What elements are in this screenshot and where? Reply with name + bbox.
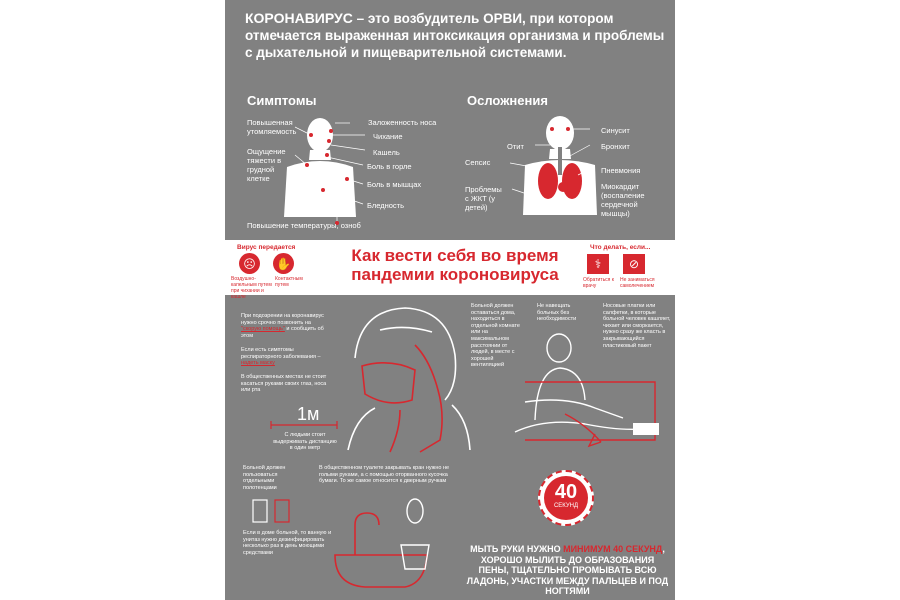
symptoms-title: Симптомы	[247, 93, 317, 108]
towels-icon	[251, 498, 295, 528]
complication-label: Миокардит (воспаление сердечной мышцы)	[601, 182, 645, 218]
banner-title: Как вести себя во время пандемии короновируса	[351, 246, 559, 284]
symptom-label: Боль в мышцах	[367, 180, 422, 189]
complication-label: Синусит	[601, 126, 630, 135]
badge-inner	[544, 476, 588, 520]
virus-transmission-heading: Вирус передается	[237, 244, 296, 251]
left-lung-icon	[538, 163, 558, 199]
complication-label: Бронхит	[601, 142, 630, 151]
wash-text-a: МЫТЬ РУКИ НУЖНО	[470, 544, 564, 554]
no-self-treatment-caption: Не заниматься самолечением	[620, 277, 655, 289]
towels-text: Больной должен пользоваться отдельными полотенцами	[243, 465, 286, 491]
ambulance-highlight: "скорую помощь"	[241, 326, 285, 333]
intro-keyword: КОРОНАВИРУС	[245, 10, 353, 26]
symptom-label: Боль в горле	[367, 162, 412, 171]
no-visits-text: Не навещать больных без необходимости	[537, 303, 577, 323]
what-to-do-heading: Что делать, если...	[590, 244, 651, 251]
symptom-label: Чихание	[373, 132, 403, 141]
faucet-icon	[355, 513, 379, 555]
call-ambulance-text-b: и сообщить об этом	[241, 326, 324, 339]
distance-arrow-icon	[270, 420, 338, 430]
symptom-label: Кашель	[373, 148, 400, 157]
complications-title: Осложнения	[467, 93, 548, 108]
complication-label: Проблемы с ЖКТ (у детей)	[465, 185, 502, 212]
intro-text: – это возбудитель ОРВИ, при котором отмечается выраженная интоксикация организма и проблемы с дыхательной и пищеварительной системами.	[245, 11, 665, 60]
doctor-icon: ⚕	[587, 254, 609, 274]
right-lung-icon	[562, 163, 582, 199]
tissues-text: Носовые платки или салфетки, в которые больной человек кашляет, чихает или сморкается, нужно сразу же класть в закрывающийся пластиковый пакет	[603, 303, 671, 349]
symptom-label: Бледность	[367, 201, 405, 210]
no-touch-face-text: В общественных местах не стоит касаться руками своих глаз, носа или рта	[241, 374, 327, 394]
hand-wash-instructions	[465, 544, 670, 597]
contact-caption: Контактным путем	[275, 276, 303, 288]
symptom-label: Повышенная утомляемость	[247, 118, 297, 136]
wear-mask-text	[241, 347, 327, 367]
complication-label: Сепсис	[465, 158, 491, 167]
bathtub-icon	[335, 555, 427, 587]
distance-caption: С людьми стоит выдерживать дистанцию в один метр	[273, 432, 337, 452]
face-mask-illustration	[330, 300, 485, 455]
badge-unit: СЕКУНД	[553, 503, 579, 509]
sneezing-person-icon: ☹	[239, 253, 260, 274]
public-toilet-text: В общественном туалете закрывать кран нужно не голыми руками, а с помощью оторванного кусочка бумаги. То же самое относится к дверным ручкам	[319, 465, 450, 485]
intro-paragraph	[245, 10, 665, 61]
wash-highlight: МИНИМУМ 40 СЕКУНД	[563, 544, 663, 554]
disinfect-text: Если в доме больной, то ванную и унитаз нужно дезинфицировать несколько раз в день моющими средствами	[243, 530, 332, 556]
mask-highlight: надеть маску	[241, 360, 275, 367]
symptom-label: Повышение температуры, озноб	[247, 221, 361, 230]
wash-text-b: , ХОРОШО МЫЛИТЬ ДО ОБРАЗОВАНИЯ ПЕНЫ, ТЩАТЕЛЬНО ПРОМЫВАТЬ ВСЮ ЛАДОНЬ, УЧАСТКИ МЕЖДУ ПАЛЬЦЕВ И ПОД НОГТЯМИ	[466, 544, 669, 596]
wear-mask-text-a: Если есть симптомы респираторного заболевания –	[241, 347, 321, 360]
bathroom-illustration	[325, 495, 453, 595]
symptom-label: Ощущение тяжести в грудной клетке	[247, 147, 286, 183]
stay-home-text: Больной должен оставаться дома, находиться в отдельной комнате или на максимальном расстоянии от людей, в месте с хорошей вентиляцией	[471, 303, 520, 369]
forty-seconds-badge	[538, 470, 594, 526]
no-self-treatment-icon: ⊘	[623, 254, 645, 274]
complication-label: Отит	[507, 142, 524, 151]
symptom-label: Заложенность носа	[368, 118, 437, 127]
call-ambulance-text-a: При подозрении на коронавирус нужно срочно позвонить на	[241, 313, 324, 326]
poster	[225, 0, 675, 600]
handshake-icon: ✋	[273, 253, 294, 274]
mask-icon	[362, 363, 415, 403]
call-ambulance-text	[241, 313, 327, 339]
behaviour-banner	[225, 240, 675, 300]
torso-figure-icon	[284, 161, 356, 217]
badge-number: 40	[554, 481, 578, 503]
airborne-caption: Воздушно-капельным путем при чихании и кашле	[231, 276, 272, 300]
distance-label: 1м	[297, 404, 320, 424]
complication-label: Пневмония	[601, 166, 641, 175]
see-doctor-caption: Обратиться к врачу	[583, 277, 614, 289]
head-figure-icon	[546, 116, 574, 150]
mirror-icon	[407, 499, 423, 523]
